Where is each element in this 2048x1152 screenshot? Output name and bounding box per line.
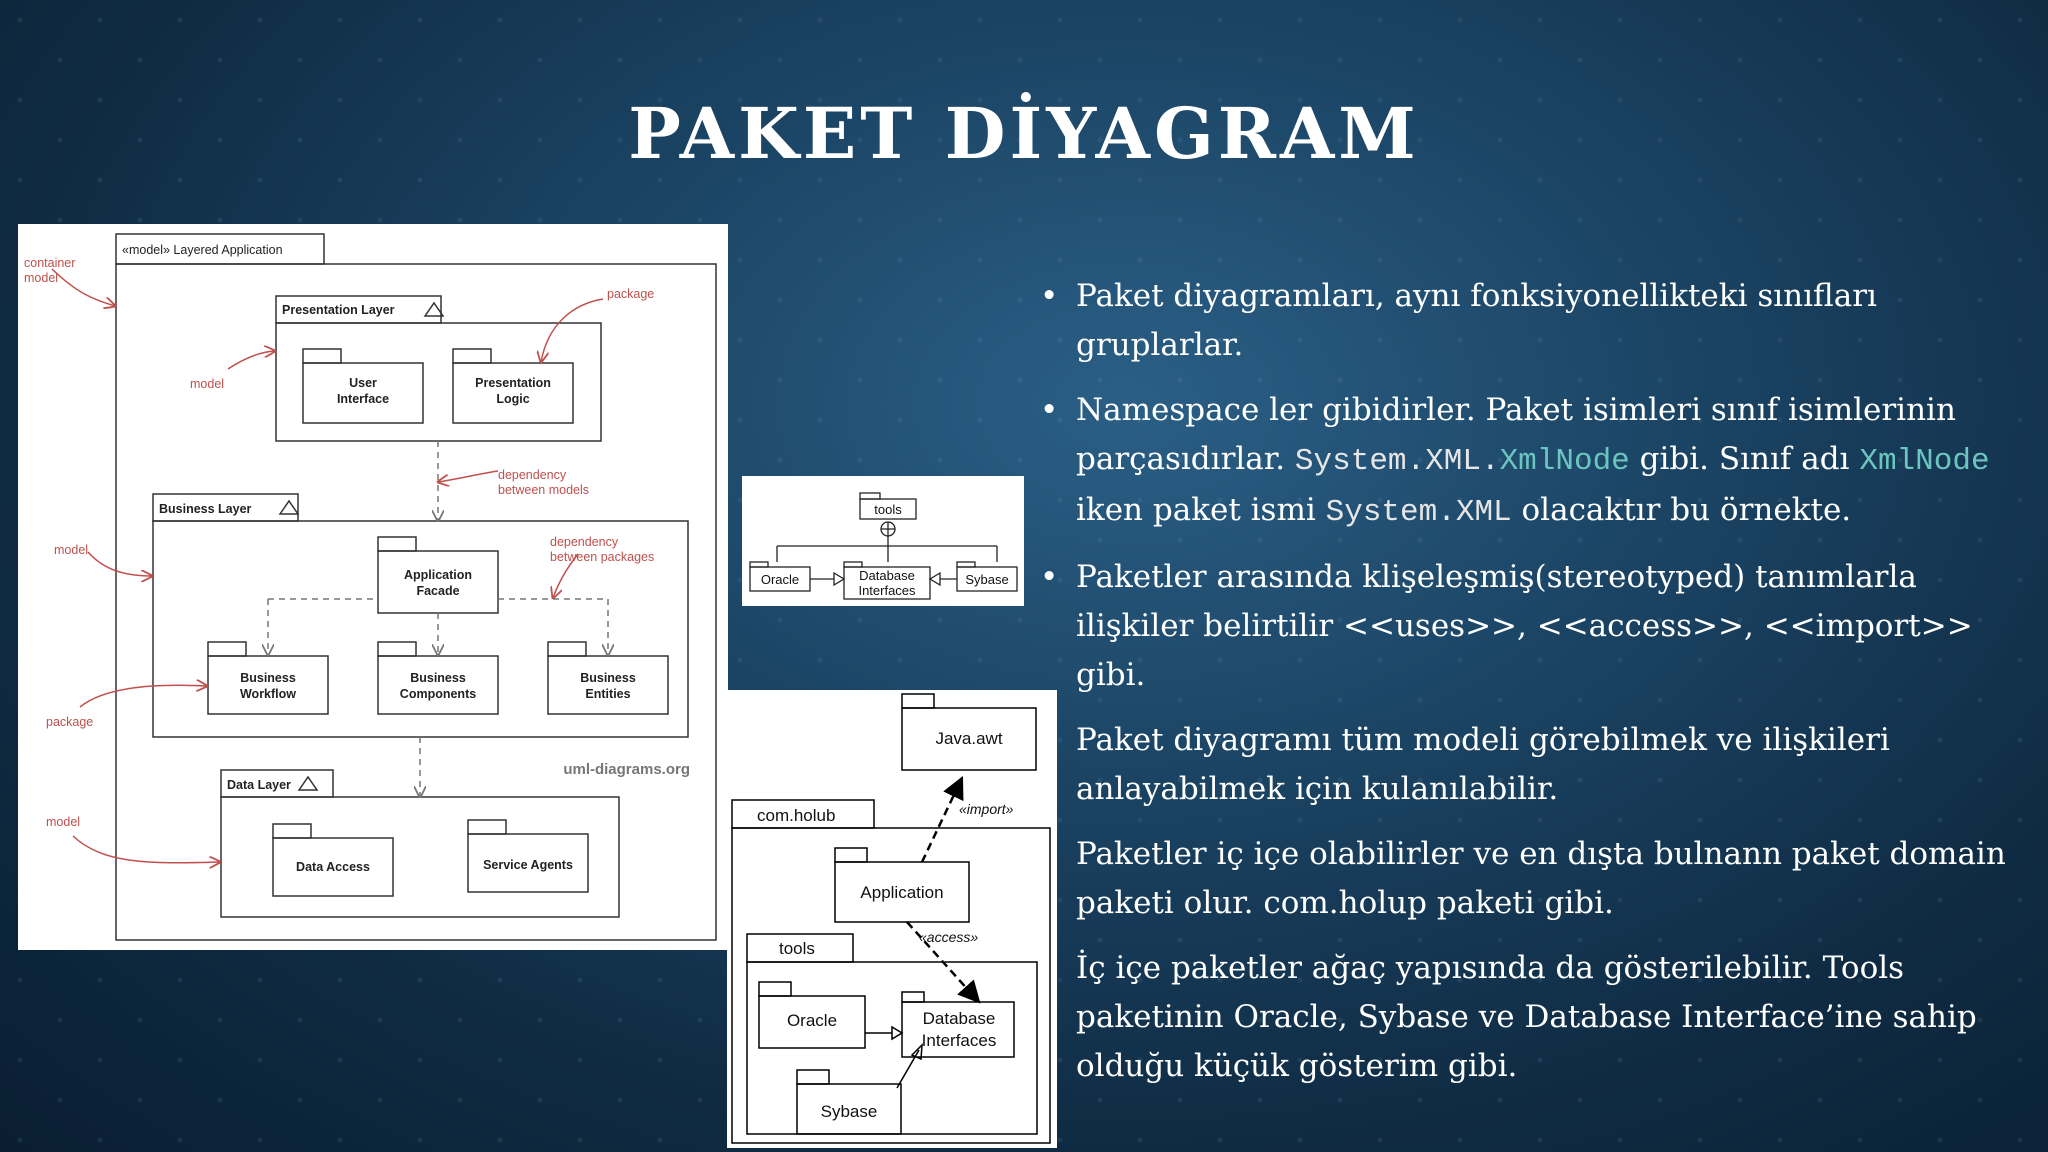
bullet-icon: • <box>1040 278 1059 314</box>
import-stereotype: «import» <box>959 801 1014 817</box>
bullet-item <box>1040 272 2030 370</box>
oracle-label: Oracle <box>760 572 800 587</box>
annotation-model-1: model <box>190 377 225 391</box>
bullet-text: İç içe paketler ağaç yapısında da gösterilebilir. Tools paketinin Oracle, Sybase ve Database Interface’ine sahip olduğu küçük gösterim gibi. <box>1076 950 1977 1084</box>
bullet-text: gibi. Sınıf adı <box>1629 441 1860 477</box>
business-layer-label: Business Layer <box>159 502 252 516</box>
com-holub-label: com.holub <box>757 806 836 825</box>
bullet-icon: • <box>1040 559 1059 595</box>
bullet-text: Paket diyagramı tüm modeli görebilmek ve ilişkileri anlayabilmek için kulanılabilir. <box>1076 722 1890 807</box>
data-layer-label: Data Layer <box>227 778 291 792</box>
service-agents-label: Service Agents <box>483 858 573 872</box>
presentation-layer-label: Presentation Layer <box>282 303 395 317</box>
annotation-container-model: model <box>24 271 59 285</box>
access-stereotype: «access» <box>919 929 979 945</box>
bullet-item <box>1040 553 2030 700</box>
data-access-label: Data Access <box>296 860 370 874</box>
tools-tree-diagram <box>742 476 1024 606</box>
app-facade-line1: Application <box>403 568 473 582</box>
model-title: «model» Layered Application <box>122 243 283 257</box>
bullet-item <box>1040 944 2030 1091</box>
annotation-dependency-models-1: dependency <box>498 468 567 482</box>
watermark: uml-diagrams.org <box>563 761 690 778</box>
bullet-item <box>1040 386 2030 537</box>
application-label: Application <box>860 883 944 902</box>
tools-label: tools <box>874 502 902 517</box>
layered-application-diagram <box>18 224 728 950</box>
com-holub-diagram <box>727 690 1057 1148</box>
slide-title: PAKET DİYAGRAM <box>628 92 1420 175</box>
bullet-icon: • <box>1040 392 1059 428</box>
entities-line2: Entities <box>585 687 631 701</box>
presentation-logic-line2: Logic <box>496 392 530 406</box>
tools-nested-label: tools <box>779 939 815 958</box>
db-nested-line2: Interfaces <box>921 1031 997 1050</box>
components-line1: Business <box>410 671 466 685</box>
annotation-container: container <box>24 256 76 270</box>
annotation-dependency-packages-2: between packages <box>550 550 655 564</box>
bullet-list <box>1040 272 2030 1107</box>
components-line2: Components <box>399 687 477 701</box>
bullet-text: olacaktır bu örnekte. <box>1511 492 1852 528</box>
bullet-item <box>1040 830 2030 928</box>
annotation-package-left: package <box>46 715 94 729</box>
bullet-text: Namespace ler gibidirler. Paket isimleri sınıf isimlerinin parçasıdırlar. <box>1076 392 1956 477</box>
annotation-model-2: model <box>54 543 89 557</box>
presentation-logic-line1: Presentation <box>475 376 551 390</box>
bullet-text: Paket diyagramları, aynı fonksiyonellikteki sınıfları gruplarlar. <box>1076 278 1877 363</box>
bullet-text: Paketler arasında klişeleşmiş(stereotyped) tanımlarla ilişkiler belirtilir <<uses>>, <<access>>, <<import>> gibi. <box>1076 559 1973 693</box>
sybase-nested-label: Sybase <box>820 1102 878 1121</box>
code-system-xml: System.XML. <box>1294 444 1500 479</box>
db-line2: Interfaces <box>858 583 916 598</box>
bullet-item <box>1040 716 2030 814</box>
db-nested-line1: Database <box>922 1009 996 1028</box>
user-interface-line1: User <box>349 376 377 390</box>
entities-line1: Business <box>580 671 636 685</box>
bullet-text: iken paket ismi <box>1076 492 1326 528</box>
oracle-nested-label: Oracle <box>786 1011 838 1030</box>
code-xmlnode: XmlNode <box>1499 444 1630 479</box>
db-line1: Database <box>859 568 915 583</box>
code-system-xml: System.XML <box>1325 495 1512 530</box>
workflow-line1: Business <box>240 671 296 685</box>
annotation-dependency-packages-1: dependency <box>550 535 619 549</box>
java-awt-label: Java.awt <box>935 729 1003 748</box>
code-xmlnode: XmlNode <box>1859 444 1990 479</box>
annotation-model-3: model <box>46 815 81 829</box>
annotation-dependency-models-2: between models <box>498 483 590 497</box>
user-interface-line2: Interface <box>336 392 390 406</box>
sybase-label: Sybase <box>965 572 1009 587</box>
workflow-line2: Workflow <box>239 687 297 701</box>
annotation-package-top: package <box>607 287 655 301</box>
app-facade-line2: Facade <box>416 584 460 598</box>
bullet-text: Paketler iç içe olabilirler ve en dışta bulnann paket domain paketi olur. com.holup paketi gibi. <box>1076 836 2006 921</box>
